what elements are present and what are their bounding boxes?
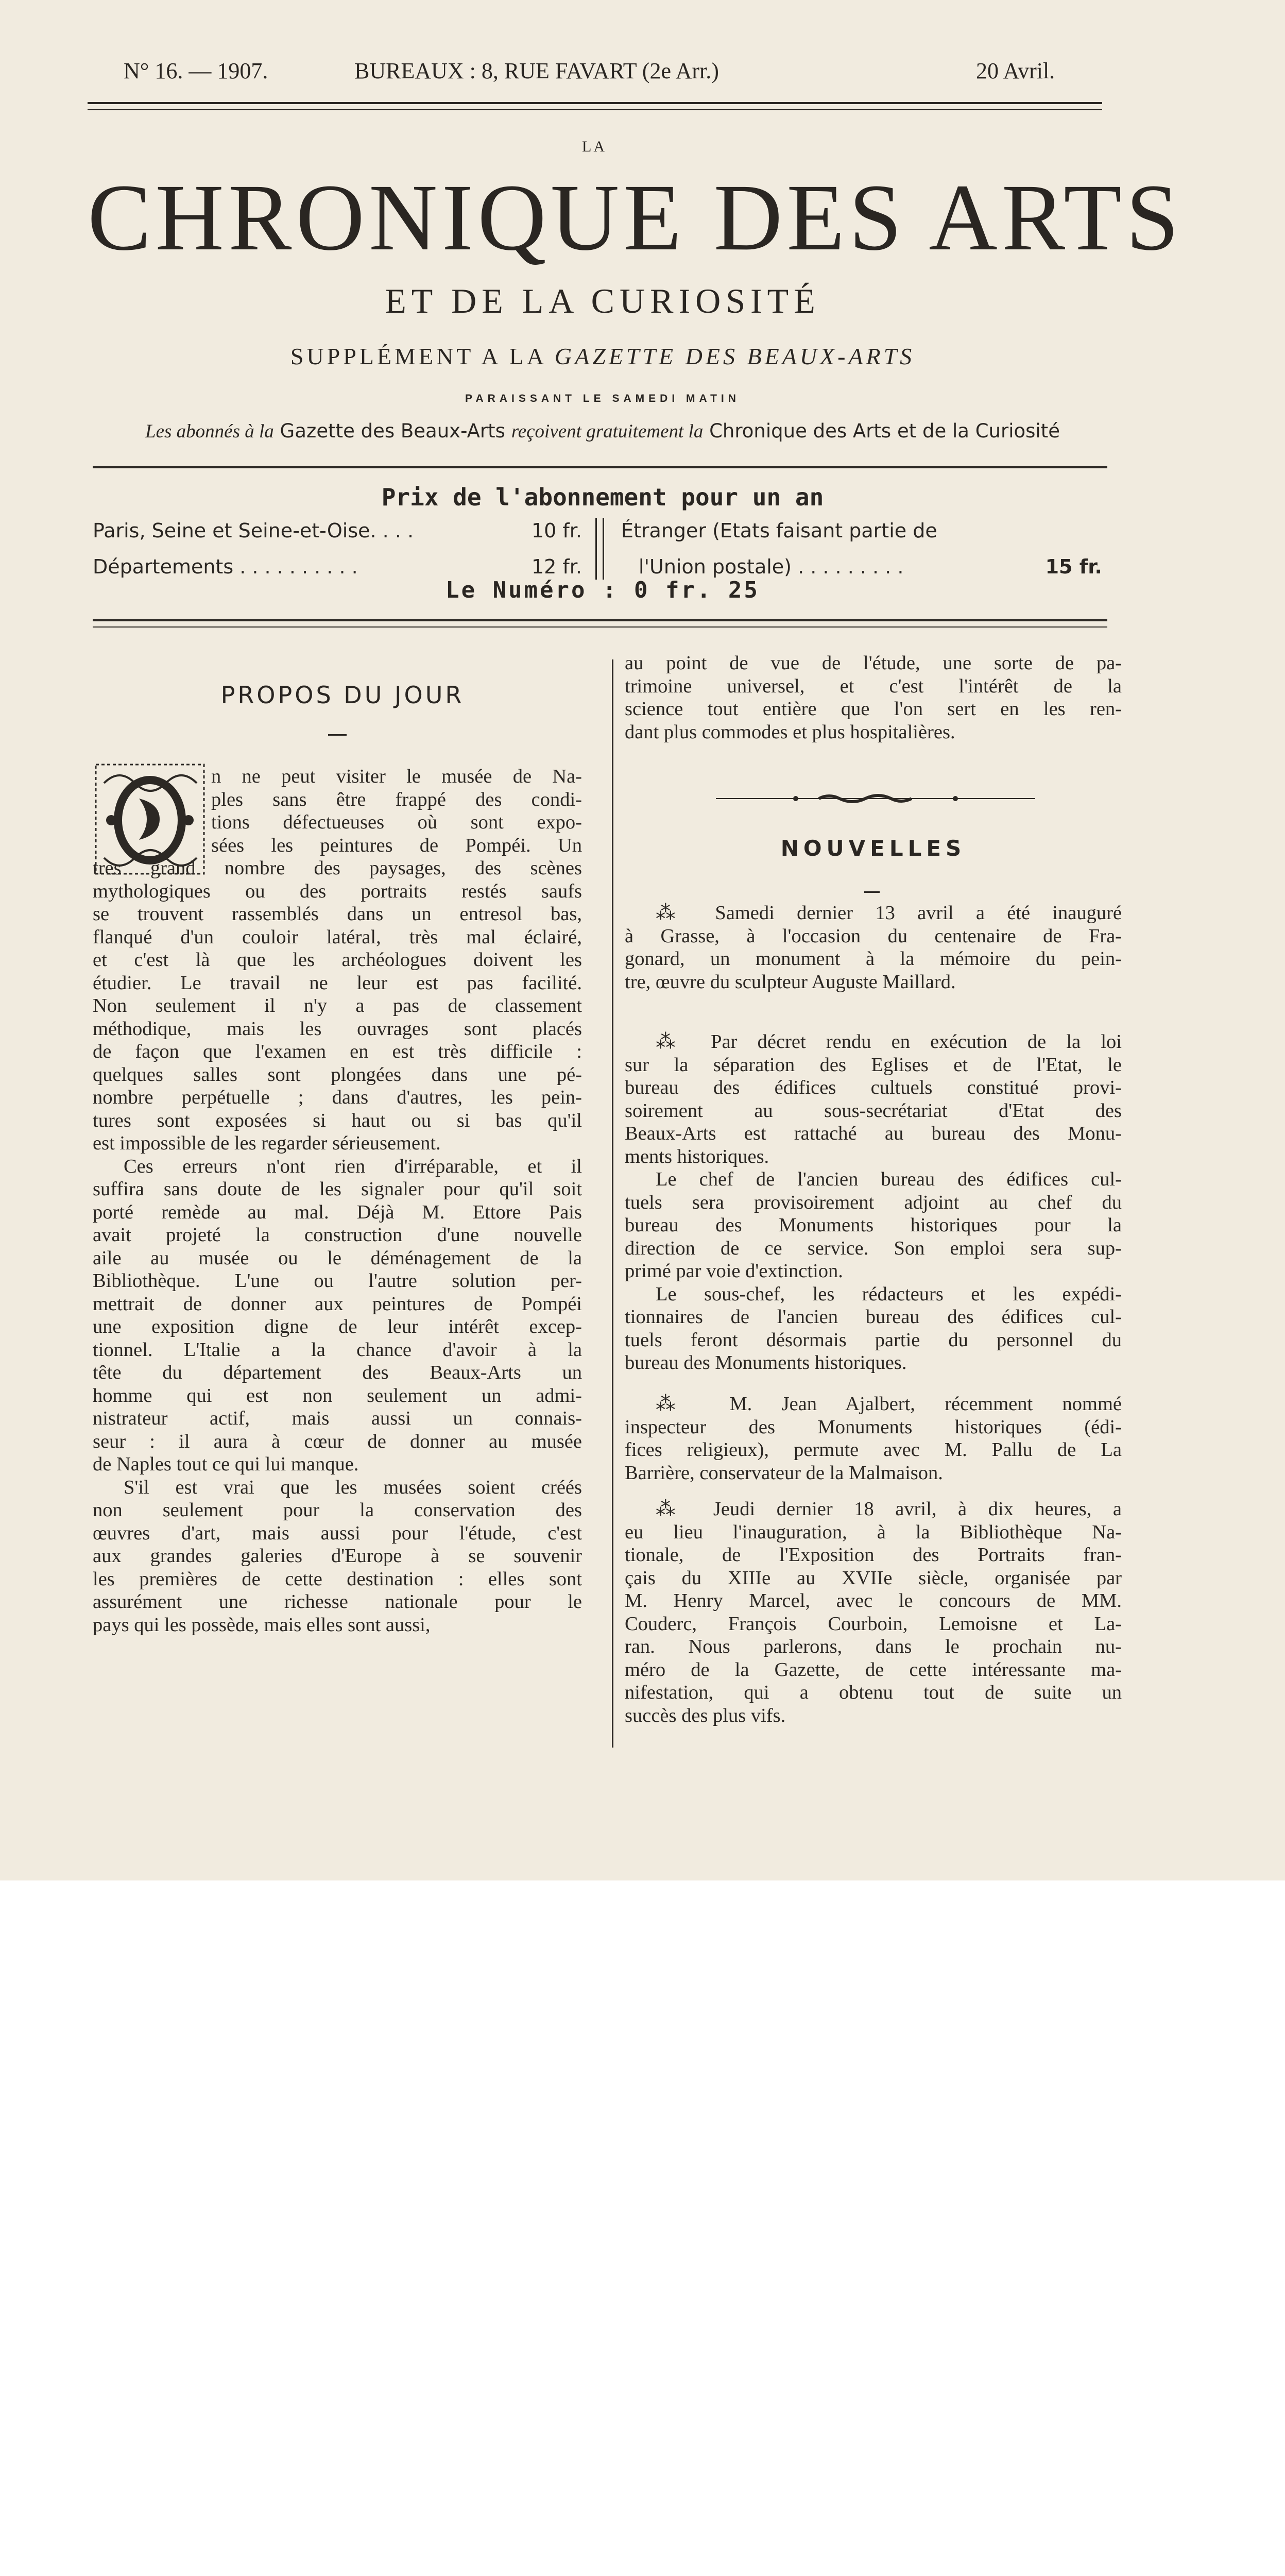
header-rule-thick [88,102,1102,104]
text-line: ⁂ Par décret rendu en exécution de la loi [656,1031,1122,1053]
departements-price: 12 fr. [531,555,582,578]
text-line: aux grandes galeries d'Europe à se souvenir [93,1545,582,1567]
text-line: nombre perpétuelle ; dans d'autres, les pein- [93,1087,582,1108]
text-line: direction de ce service. Son emploi sera sup- [625,1237,1122,1259]
text-line: et c'est là que les archéologues doivent les [93,949,582,971]
text-line: pays qui les possède, mais elles sont aussi, [93,1614,431,1636]
text-line: bureau des Monuments historiques. [625,1352,907,1374]
text-line: Le chef de l'ancien bureau des édifices cul- [656,1168,1122,1190]
text-line: à Grasse, à l'occasion du centenaire de Fra- [625,925,1122,947]
text-line: ments historiques. [625,1145,769,1167]
propos-heading: PROPOS DU JOUR [220,681,465,709]
text-line: flanqué d'un couloir latéral, très mal éclairé, [93,926,582,948]
nouvelle-item [625,1030,1122,1375]
propos-first-lines [211,765,582,857]
text-line: tionnel. L'Italie a la chance d'avoir à la [93,1338,582,1361]
text-line: seur : il aura à cœur de donner au musée [93,1430,582,1452]
text-line: Ces erreurs n'ont rien d'irréparable, et il [124,1155,582,1177]
prix-rule-thin [93,626,1107,628]
issue-number: N° 16. — 1907. [124,58,268,83]
text-line: assurément une richesse nationale pour le [93,1591,582,1613]
text-line: très grand nombre des paysages, des scènes [93,857,582,879]
text-line: ⁂ Samedi dernier 13 avril a été inauguré [656,902,1122,924]
masthead-subtitle: ET DE LA CURIOSITÉ [385,281,820,320]
text-line: science tout entière que l'on sert en les ren- [625,698,1122,720]
masthead-la: LA [582,138,607,155]
text-line: Le sous-chef, les rédacteurs et les expédi- [656,1283,1122,1305]
abonnes-part-2: Gazette des Beaux-Arts [280,420,505,442]
paris-price: 10 fr. [531,519,582,542]
text-line: primé par voie d'extinction. [625,1260,843,1282]
text-line: tionale, de l'Exposition des Portraits fran- [625,1544,1122,1566]
abonnes-part-4: Chronique des Arts et de la Curiosité [709,420,1060,442]
text-line: de façon que l'examen en est très difficile : [93,1041,582,1062]
abonnes-part-3: reçoivent gratuitement la [511,421,704,442]
propos-dash [328,734,347,736]
text-line: gonard, un monument à la mémoire du pein- [625,948,1122,970]
nouvelle-item [625,1498,1122,1727]
text-line: tures sont exposées si haut ou si bas qu'il [93,1109,582,1131]
text-line: Bibliothèque. L'une ou l'autre solution per- [93,1270,582,1292]
text-line: avait projeté la construction d'une nouvelle [93,1224,582,1246]
text-line: est impossible de les regarder sérieusement. [93,1132,441,1154]
nouvelle-item [625,1393,1122,1484]
text-line: tionnaires de l'ancien bureau des édifices cul- [625,1306,1122,1328]
abonnes-part-1: Les abonnés à la [145,421,274,442]
text-line: une exposition digne de leur intérêt excep- [93,1316,582,1337]
text-line: soirement au sous-secrétariat d'Etat des [625,1099,1122,1122]
text-line: étudier. Le travail ne leur est pas facilité. [93,972,582,994]
ornamental-divider [716,791,1035,806]
text-line: ran. Nous parlerons, dans le prochain nu- [625,1636,1122,1657]
bureaux-address: BUREAUX : 8, RUE FAVART (2e Arr.) [354,58,719,83]
abonnes-line [88,420,1118,443]
text-line: de Naples tout ce qui lui manque. [93,1453,359,1475]
nouvelle-item [625,902,1122,993]
prix-divider-right [603,518,604,580]
text-line: non seulement pour la conservation des [93,1499,582,1521]
paraissant-line: PARAISSANT LE SAMEDI MATIN [465,393,740,404]
text-line: méro de la Gazette, de cette intéressante ma- [625,1658,1122,1681]
nouvelles-heading: NOUVELLES [780,836,966,861]
text-line: se trouvent rassemblés dans un entresol bas, [93,903,582,925]
propos-body [93,857,582,1636]
etranger-line-1: Étranger (Etats faisant partie de [621,519,937,542]
footer-bar [0,1880,1285,1978]
text-line: quelques salles sont plongées dans une pé- [93,1063,582,1086]
text-line: méthodique, mais les ouvrages sont placés [93,1018,582,1040]
masthead-title: CHRONIQUE DES ARTS [88,165,1183,270]
supplement-line [88,343,1118,370]
text-line: au point de vue de l'étude, une sorte de pa- [625,652,1122,674]
text-line: mettrait de donner aux peintures de Pompéi [93,1293,582,1315]
text-line: n ne peut visiter le musée de Na- [211,766,582,787]
text-line: homme qui est non seulement un admi- [93,1384,582,1406]
text-line: Non seulement il n'y a pas de classement [93,995,582,1016]
text-line: çais du XIIIe au XVIIe siècle, organisée par [625,1567,1122,1589]
numero-price: Le Numéro : 0 fr. 25 [446,577,760,603]
text-line: sur la séparation des Eglises et de l'Etat, le [625,1054,1122,1076]
issue-date: 20 Avril. [976,58,1055,83]
prix-heading: Prix de l'abonnement pour un an [381,483,824,511]
etranger-line-2: l'Union postale) . . . . . . . . . [639,555,904,578]
etranger-price: 15 fr. [1045,555,1102,578]
supplement-gazette: GAZETTE DES BEAUX-ARTS [554,343,915,369]
text-line: tuels feront désormais partie du personnel du [625,1329,1122,1351]
text-line: dant plus commodes et plus hospitalières. [625,721,955,743]
text-line: les premières de cette destination : elles sont [93,1568,582,1590]
text-line: sées les peintures de Pompéi. Un [211,834,582,856]
text-line: mythologiques ou des portraits restés saufs [93,880,582,902]
masthead-rule [93,466,1107,468]
text-line: M. Henry Marcel, avec le concours de MM. [625,1590,1122,1612]
text-line: aile au musée ou le déménagement de la [93,1247,582,1269]
prix-divider-left [595,518,597,580]
header-rule-thin [88,109,1102,110]
text-line: ples sans être frappé des condi- [211,788,582,810]
text-line: nistrateur actif, mais aussi un connais- [93,1408,582,1429]
text-line: Barrière, conservateur de la Malmaison. [625,1462,943,1484]
text-line: suffira sans doute de les signaler pour qu'il soit [93,1178,582,1200]
text-line: S'il est vrai que les musées soient créés [124,1476,582,1498]
column-divider [612,659,613,1748]
text-line: ⁂ M. Jean Ajalbert, récemment nommé [656,1393,1122,1415]
text-line: ⁂ Jeudi dernier 18 avril, à dix heures, a [656,1498,1122,1520]
text-line: eu lieu l'inauguration, à la Bibliothèque Na- [625,1521,1122,1543]
prix-rule-thick [93,619,1107,621]
text-line: tre, œuvre du sculpteur Auguste Maillard. [625,971,956,993]
text-line: fices religieux), permute avec M. Pallu de La [625,1439,1122,1461]
text-line: trimoine universel, et c'est l'intérêt de la [625,675,1122,697]
text-line: bureau des édifices cultuels constitué provi- [625,1077,1122,1098]
paris-label: Paris, Seine et Seine-et-Oise. . . . [93,519,414,542]
nouvelles-dash [864,891,880,893]
text-line: porté remède au mal. Déjà M. Ettore Pais [93,1201,582,1223]
text-line: nifestation, qui a obtenu tout de suite un [625,1682,1122,1703]
text-line: tête du département des Beaux-Arts un [93,1362,582,1383]
text-line: tions défectueuses où sont expo- [211,811,582,833]
text-line: Couderc, François Courboin, Lemoisne et La- [625,1613,1122,1635]
text-line: succès des plus vifs. [625,1704,786,1726]
text-line: œuvres d'art, mais aussi pour l'étude, c'est [93,1522,582,1544]
text-line: tuels sera provisoirement adjoint au chef du [625,1191,1122,1213]
departements-label: Départements . . . . . . . . . . [93,555,358,578]
text-line: Beaux-Arts est rattaché au bureau des Monu- [625,1123,1122,1144]
text-line: bureau des Monuments historiques pour la [625,1214,1122,1236]
text-line: inspecteur des Monuments historiques (édi- [625,1416,1122,1438]
supplement-prefix: SUPPLÉMENT A LA [290,343,546,369]
propos-continuation [625,652,1122,743]
